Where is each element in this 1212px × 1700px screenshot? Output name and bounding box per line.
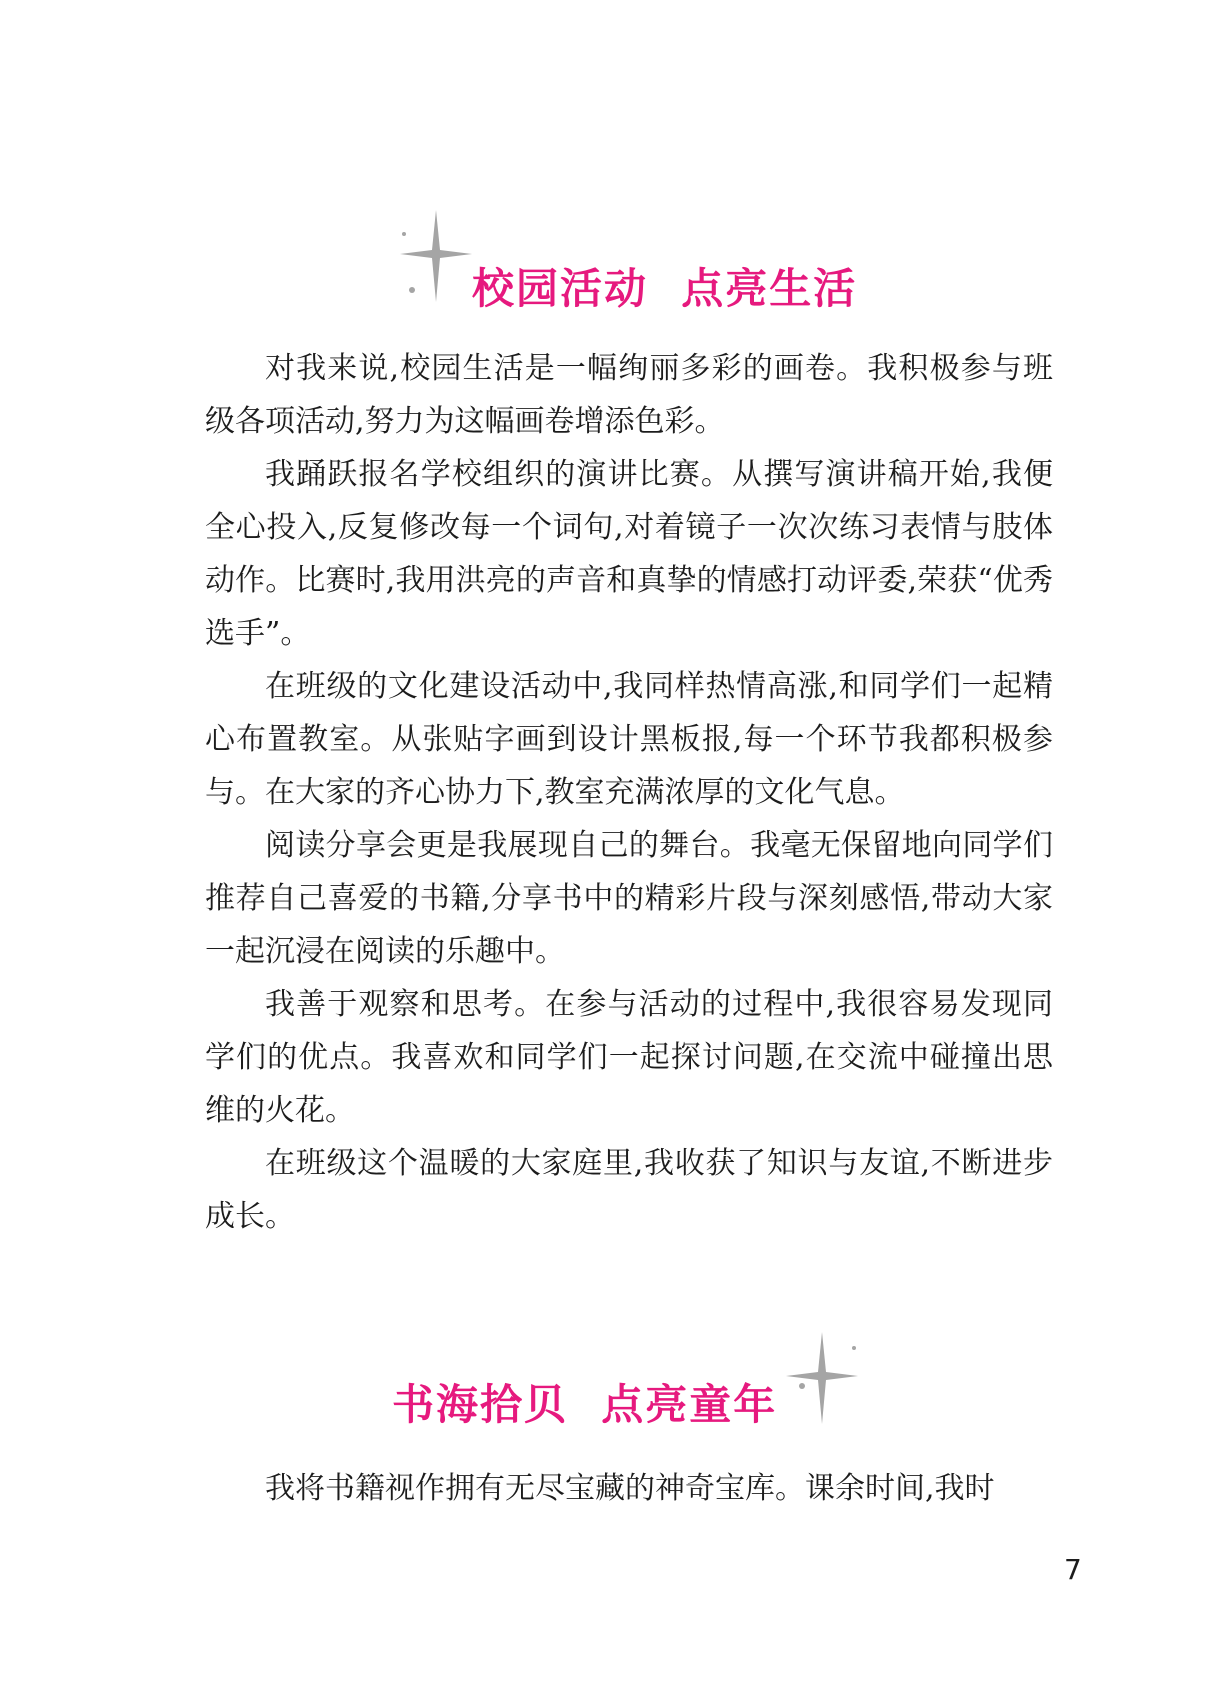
paragraph: 在班级的文化建设活动中,我同样热情高涨,和同学们一起精心布置教室。从张贴字画到设计黑板报,每一个环节我都积极参与。在大家的齐心协力下,教室充满浓厚的文化气息。 <box>205 669 1053 810</box>
paragraph: 我善于观察和思考。在参与活动的过程中,我很容易发现同学们的优点。我喜欢和同学们一起探讨问题,在交流中碰撞出思维的火花。 <box>205 987 1053 1128</box>
sparkle-icon <box>782 1328 862 1428</box>
section-body <box>205 342 1053 1243</box>
sparkle-icon <box>396 206 476 306</box>
paragraph: 阅读分享会更是我展现自己的舞台。我毫无保留地向同学们推荐自己喜爱的书籍,分享书中的精彩片段与深刻感悟,带动大家一起沉浸在阅读的乐趣中。 <box>205 828 1053 969</box>
paragraph: 我踊跃报名学校组织的演讲比赛。从撰写演讲稿开始,我便全心投入,反复修改每一个词句,对着镜子一次次练习表情与肢体动作。比赛时,我用洪亮的声音和真挚的情感打动评委,荣获“优秀选手”。 <box>205 457 1053 651</box>
paragraph: 对我来说,校园生活是一幅绚丽多彩的画卷。我积极参与班级各项活动,努力为这幅画卷增添色彩。 <box>205 351 1053 439</box>
section-heading: 书海拾贝 点亮童年 <box>392 1380 778 1429</box>
page-number: 7 <box>1064 1553 1082 1586</box>
paragraph: 在班级这个温暖的大家庭里,我收获了知识与友谊,不断进步成长。 <box>205 1146 1053 1234</box>
paragraph: 我将书籍视作拥有无尽宝藏的神奇宝库。课余时间,我时 <box>265 1471 995 1506</box>
section-heading: 校园活动 点亮生活 <box>472 264 858 313</box>
section-body <box>205 1462 1053 1515</box>
